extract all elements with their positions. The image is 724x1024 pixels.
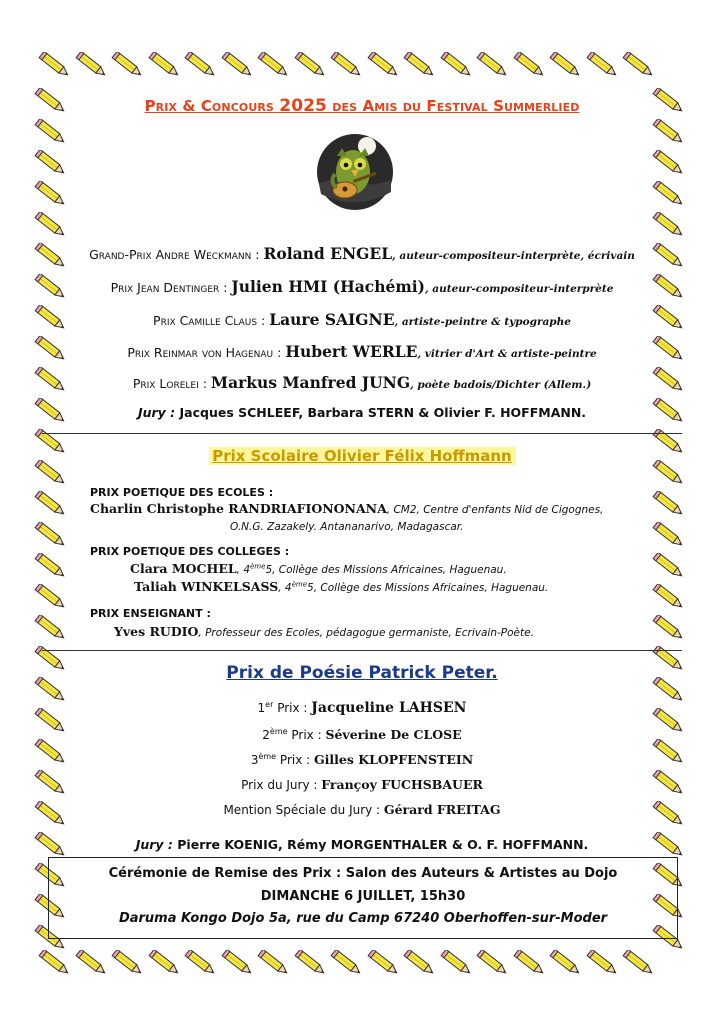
prize-label: Prix Reinmar von Hagenau : <box>127 345 286 360</box>
title-year: 2025 <box>279 96 327 116</box>
teacher-name: Yves RUDIO <box>114 624 199 639</box>
prize-label: Prix Camille Claus : <box>153 313 270 328</box>
teacher-desc: , Professeur des Ecoles, pédagogue germaniste, Ecrivain-Poète. <box>198 627 534 639</box>
jury-2-names: Pierre KOENIG, Rémy MORGENTHALER & O. F. HOFFMANN. <box>172 837 589 852</box>
school-colleges-label: PRIX POETIQUE DES COLLEGES : <box>90 545 290 558</box>
poetry-mention: Mention Spéciale du Jury : Gérard FREITAG <box>223 802 501 817</box>
prize-desc: , artiste-peintre & typographe <box>394 316 571 328</box>
poetry-third: 3ème Prix : Gilles KLOPFENSTEIN <box>250 752 474 767</box>
jury-1-names: Jacques SCHLEEF, Barbara STERN & Olivier F. HOFFMANN. <box>175 405 587 420</box>
jury-2 <box>60 837 664 852</box>
main-prize-row <box>60 244 664 263</box>
main-prize-row <box>60 342 664 361</box>
page-title <box>60 96 664 116</box>
content <box>60 0 664 1024</box>
jury-1-label: Jury : <box>137 405 176 420</box>
divider-2 <box>42 650 682 651</box>
school-ecoles-winner <box>90 501 664 516</box>
title-part2: des Amis du Festival Summerlied <box>326 97 580 115</box>
prize-winner: Julien HMI (Hachémi) <box>231 277 425 296</box>
jury-2-label: Jury : <box>135 837 173 852</box>
college1-name: Clara MOCHEL <box>130 561 237 576</box>
college-winner-1: Clara MOCHEL, 4ème5, Collège des Missions Africaines, Haguenau. <box>130 561 507 576</box>
ceremony-date: DIMANCHE 6 JUILLET, 15h30 <box>260 889 466 904</box>
jury-prize-name: Françoy FUCHSBAUER <box>321 777 483 792</box>
jury-1 <box>60 405 664 420</box>
prize-winner: Markus Manfred JUNG <box>210 373 411 392</box>
ceremony-box <box>48 857 678 939</box>
prize-desc: , poète badois/Dichter (Allem.) <box>410 379 592 391</box>
teacher-winner <box>114 624 664 639</box>
school-ecoles-label: PRIX POETIQUE DES ECOLES : <box>90 486 274 499</box>
prize-label: Prix Jean Dentinger : <box>110 280 232 295</box>
prize-label: Prix Lorelei : <box>132 376 211 391</box>
ecoles-desc1: , CM2, Centre d'enfants Nid de Cigognes, <box>386 504 604 516</box>
prize-winner: Laure SAIGNE <box>269 310 395 329</box>
third-name: Gilles KLOPFENSTEIN <box>314 752 474 767</box>
owl-guitar-logo <box>315 132 395 212</box>
poetry-prize-title: Prix de Poésie Patrick Peter. <box>226 663 498 683</box>
title-part1: Prix & Concours <box>144 97 280 115</box>
main-prize-row <box>60 310 664 329</box>
prize-winner: Roland ENGEL <box>263 244 393 263</box>
college2-name: Taliah WINKELSASS <box>134 579 279 594</box>
school-ecoles-desc2: O.N.G. Zazakely. Antananarivo, Madagascar. <box>230 521 464 533</box>
second-name: Séverine De CLOSE <box>325 727 462 742</box>
first-name: Jacqueline LAHSEN <box>311 700 467 716</box>
ceremony-address: Daruma Kongo Dojo 5a, rue du Camp 67240 Oberhoffen-sur-Moder <box>118 911 608 926</box>
ecoles-name: Charlin Christophe RANDRIAFIONONANA <box>90 501 387 516</box>
divider-1 <box>42 433 682 434</box>
mention-name: Gérard FREITAG <box>383 802 501 817</box>
prize-desc: , auteur-compositeur-interprète, écrivain <box>392 250 635 262</box>
main-prize-row <box>60 373 664 392</box>
school-teacher-label: PRIX ENSEIGNANT : <box>90 607 211 620</box>
poetry-second: 2ème Prix : Séverine De CLOSE <box>262 727 462 742</box>
main-prize-row <box>60 277 664 296</box>
poetry-jury-prize: Prix du Jury : Françoy FUCHSBAUER <box>241 777 483 792</box>
prize-winner: Hubert WERLE <box>285 342 418 361</box>
school-prize-title: Prix Scolaire Olivier Félix Hoffmann <box>60 447 664 465</box>
poetry-first: 1er Prix : Jacqueline LAHSEN <box>257 700 467 716</box>
prize-label: Grand-Prix Andre Weckmann : <box>89 247 264 262</box>
ceremony-line1: Cérémonie de Remise des Prix : Salon des Auteurs & Artistes au Dojo <box>108 866 618 881</box>
prize-desc: , vitrier d'Art & artiste-peintre <box>417 348 597 360</box>
prize-desc: , auteur-compositeur-interprète <box>425 283 614 295</box>
college-winner-2: Taliah WINKELSASS, 4ème5, Collège des Missions Africaines, Haguenau. <box>134 579 549 594</box>
